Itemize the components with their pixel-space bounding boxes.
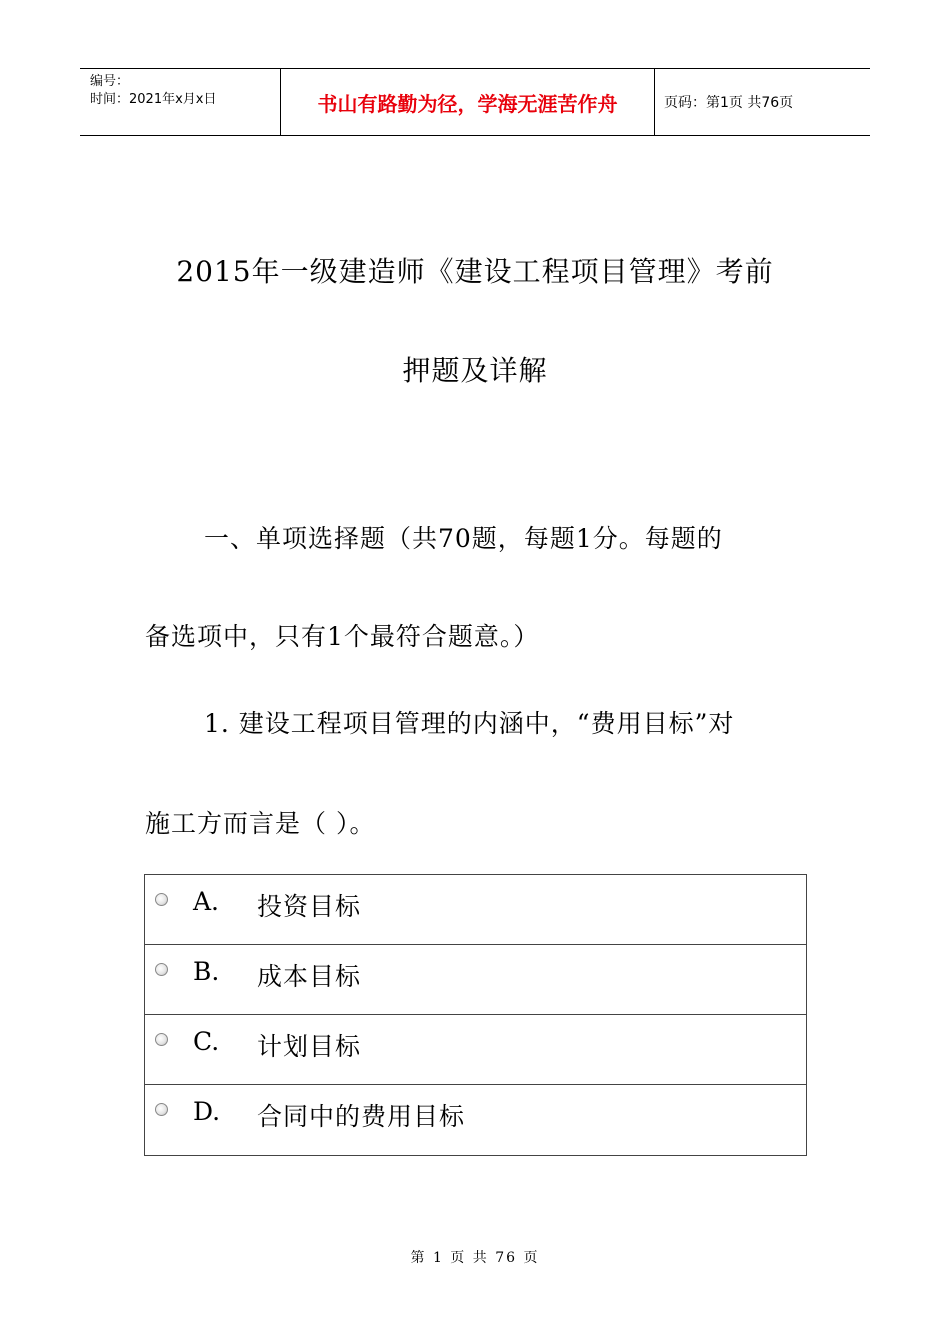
header-meta [80, 69, 281, 135]
question-line1: 1. 建设工程项目管理的内涵中，“费用目标”对 [204, 709, 735, 738]
option-a[interactable] [145, 875, 806, 945]
section-heading-line1: 一、单项选择题（共70题，每题1分。每题的 [204, 524, 723, 553]
page-header [80, 68, 870, 136]
page-footer: 第 1 页 共 76 页 [410, 1250, 540, 1266]
option-letter: B. [193, 957, 220, 986]
options-table [144, 874, 807, 1156]
option-text: 成本目标 [257, 962, 362, 991]
option-text: 投资目标 [257, 892, 362, 921]
radio-icon[interactable] [155, 893, 168, 906]
question-line2: 施工方而言是（ ）。 [145, 809, 376, 838]
time-label: 时间：2021年x月x日 [90, 92, 217, 107]
header-page-info: 页码：第1页 共76页 [664, 95, 794, 111]
option-d[interactable] [145, 1085, 806, 1155]
option-c[interactable] [145, 1015, 806, 1085]
radio-icon[interactable] [155, 1103, 168, 1116]
option-letter: A. [193, 887, 220, 916]
document-title-line1: 2015年一级建造师《建设工程项目管理》考前 [176, 255, 774, 288]
option-text: 计划目标 [257, 1032, 362, 1061]
option-text: 合同中的费用目标 [257, 1102, 466, 1131]
header-motto: 书山有路勤为径，学海无涯苦作舟 [281, 69, 655, 135]
section-heading-line2: 备选项中，只有1个最符合题意。） [145, 622, 540, 651]
number-label: 编号： [90, 74, 130, 89]
document-title-line2: 押题及详解 [402, 354, 548, 387]
option-letter: C. [193, 1027, 220, 1056]
radio-icon[interactable] [155, 1033, 168, 1046]
option-letter: D. [193, 1097, 221, 1126]
option-b[interactable] [145, 945, 806, 1015]
radio-icon[interactable] [155, 963, 168, 976]
